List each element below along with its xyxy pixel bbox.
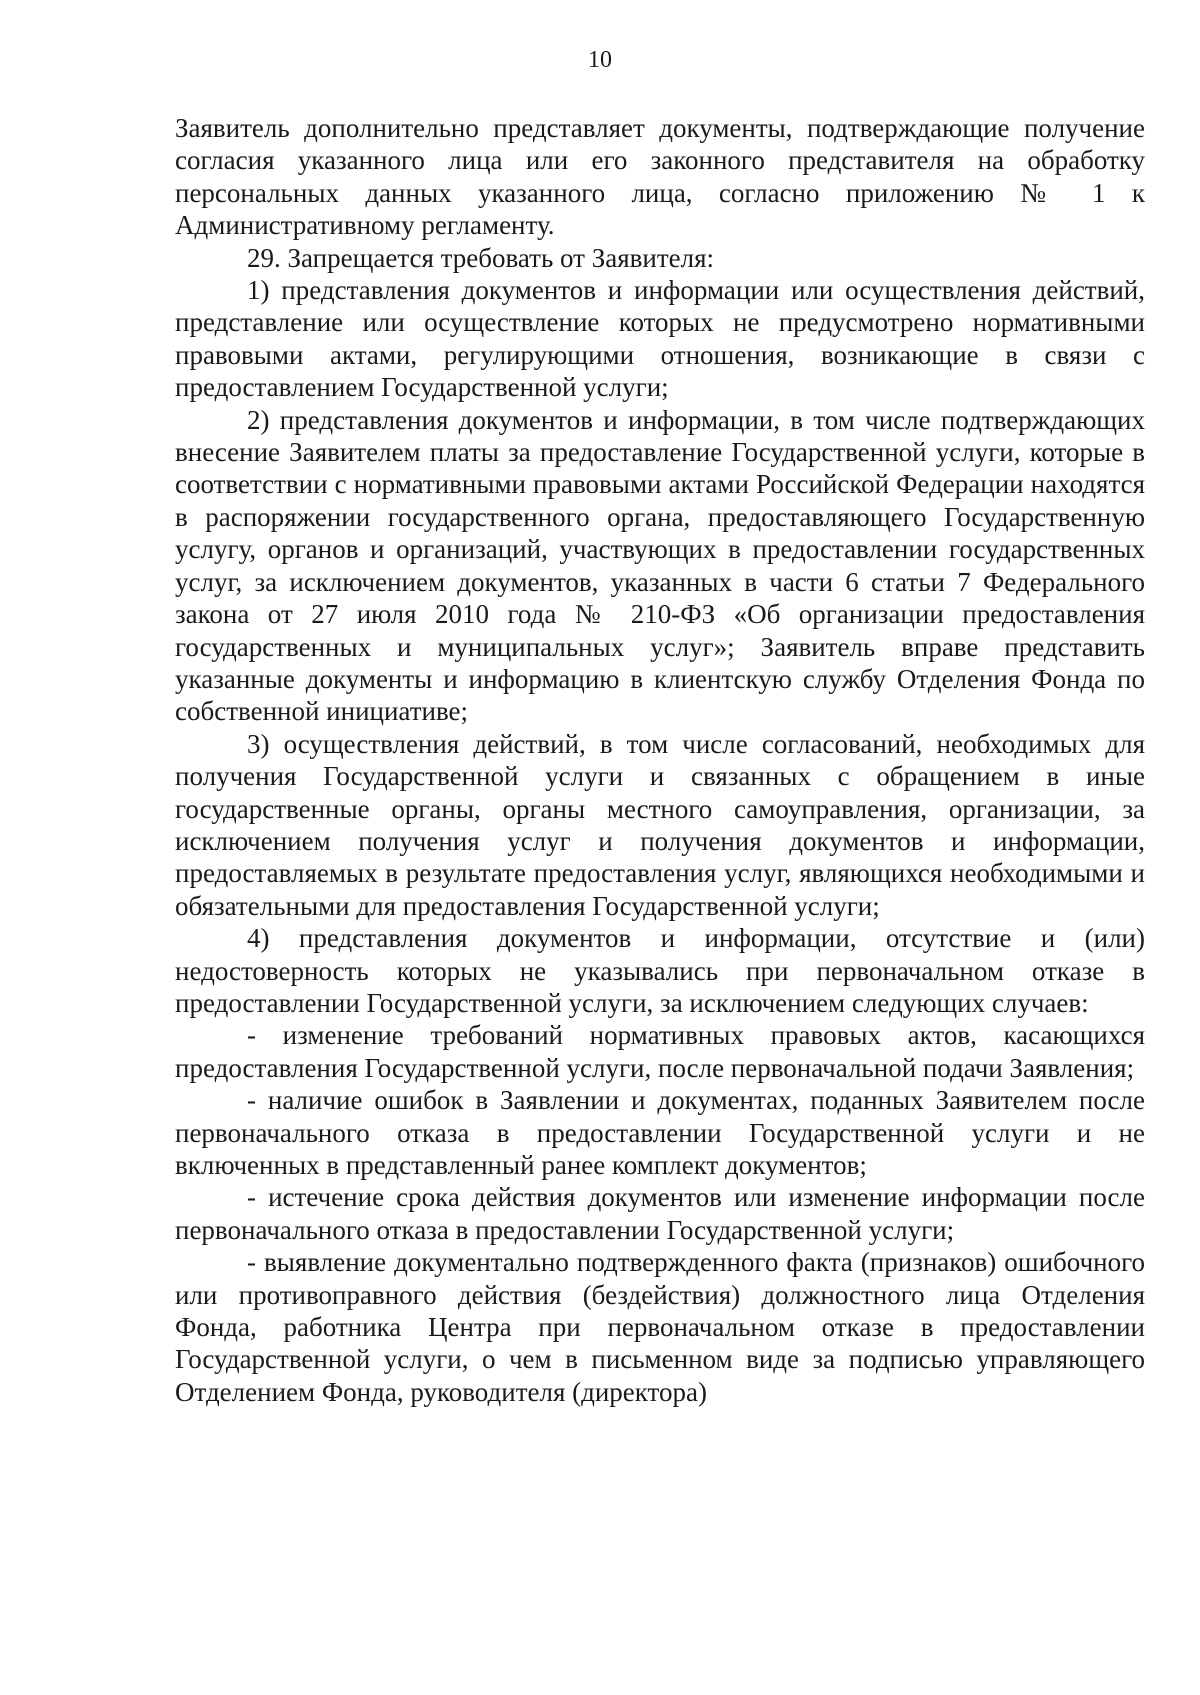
paragraph-exception-expiry: - истечение срока действия документов или изменение информации после первоначального отказа в предоставлении Государственной услуги; — [175, 1182, 1145, 1245]
paragraph-subitem-1: 1) представления документов и информации или осуществления действий, представление или осуществление которых не предусмотрено нормативными правовыми актами, регулирующими отношения, возникающие в связи с предоставлением Государственной услуги; — [175, 275, 1145, 403]
paragraph-subitem-2: 2) представления документов и информации, в том числе подтверждающих внесение Заявителем платы за предоставление Государственной услуги, которые в соответствии с нормативными правовыми актами Российской Федерации находятся в распоряжении государственного органа, предоставляющего Государственную услугу, органов и организаций, участвующих в предоставлении государственных услуг, за исключением документов, указанных в части 6 статьи 7 Федерального закона от 27 июля 2010 года № 210-ФЗ «Об организации предоставления государственных и муниципальных услуг»; Заявитель вправе представить указанные документы и информацию в клиентскую службу Отделения Фонда по собственной инициативе; — [175, 404, 1145, 727]
paragraph-exception-official-error: - выявление документально подтвержденного факта (признаков) ошибочного или противоправного действия (бездействия) должностного лица Отделения Фонда, работника Центра при первоначальном отказе в предоставлении Государственной услуги, о чем в письменном виде за подписью управляющего Отделением Фонда, руководителя (директора) — [175, 1247, 1145, 1407]
paragraph-subitem-3: 3) осуществления действий, в том числе согласований, необходимых для получения Государственной услуги и связанных с обращением в иные государственные органы, органы местного самоуправления, организации, за исключением получения услуг и получения документов и информации, предоставляемых в результате предоставления услуг, являющихся необходимыми и обязательными для предоставления Государственной услуги; — [175, 728, 1145, 921]
page-number: 10 — [588, 47, 612, 73]
paragraph-applicant-consent: Заявитель дополнительно представляет документы, подтверждающие получение согласия указанного лица или его законного представителя на обработку персональных данных указанного лица, согласно приложению № 1 к Административному регламенту. — [175, 113, 1145, 241]
paragraph-exception-errors: - наличие ошибок в Заявлении и документах, поданных Заявителем после первоначального отказа в предоставлении Государственной услуги и не включенных в представленный ранее комплект документов; — [175, 1085, 1145, 1180]
paragraph-exception-requirements-change: - изменение требований нормативных правовых актов, касающихся предоставления Государственной услуги, после первоначальной подачи Заявления; — [175, 1020, 1145, 1083]
paragraph-item-29-heading: 29. Запрещается требовать от Заявителя: — [247, 242, 715, 273]
paragraph-subitem-4: 4) представления документов и информации, отсутствие и (или) недостоверность которых не указывались при первоначальном отказе в предоставлении Государственной услуги, за исключением следующих случаев: — [175, 923, 1145, 1018]
document-body — [175, 112, 1145, 1408]
